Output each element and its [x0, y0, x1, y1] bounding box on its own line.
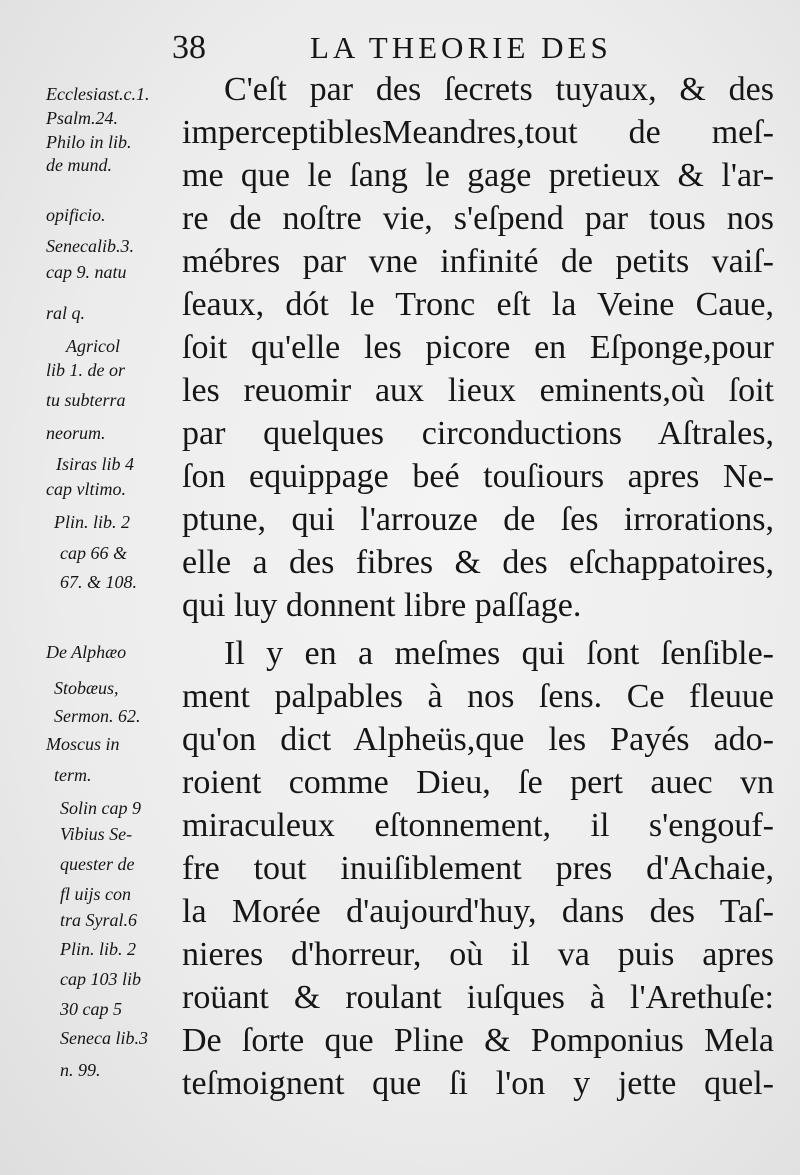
- margin-note: opificio.: [46, 205, 106, 225]
- text-line: miraculeux eſtonnement, il s'engouf-: [182, 807, 774, 844]
- text-line: C'eſt par des ſecrets tuyaux, & des: [224, 71, 774, 108]
- text-line: qui luy donnent libre paſſage.: [182, 587, 582, 624]
- margin-note: n. 99.: [60, 1060, 101, 1080]
- text-line: ptune, qui l'arrouze de ſes irrorations,: [182, 501, 774, 538]
- page-header: [0, 26, 800, 70]
- text-line: imperceptiblesMeandres,tout de meſ-: [182, 114, 774, 151]
- margin-note: Ecclesiast.c.1.: [46, 84, 150, 104]
- margin-note: Philo in lib.: [46, 132, 132, 152]
- margin-note: de mund.: [46, 155, 112, 175]
- margin-note: Seneca lib.3: [60, 1028, 148, 1048]
- margin-note: Vibius Se-: [60, 824, 133, 844]
- text-line: roient comme Dieu, ſe pert auec vn: [182, 764, 774, 801]
- margin-note: fl uijs con: [60, 884, 131, 904]
- margin-note: ral q.: [46, 303, 86, 323]
- margin-note: Solin cap 9: [60, 798, 141, 818]
- margin-note: cap 103 lib: [60, 969, 141, 989]
- text-line: elle a des fibres & des eſchappatoires,: [182, 544, 774, 581]
- text-line: mébres par vne infinité de petits vaiſ-: [182, 243, 774, 280]
- text-line: re de noſtre vie, s'eſpend par tous nos: [182, 200, 774, 237]
- margin-note: cap 66 &: [60, 543, 127, 563]
- margin-note: tra Syral.6: [60, 910, 138, 930]
- margin-note: cap 9. natu: [46, 262, 127, 282]
- margin-note: De Alphæo: [46, 642, 127, 662]
- margin-note: neorum.: [46, 423, 106, 443]
- margin-note: Agricol: [66, 336, 120, 356]
- margin-note: Psalm.24.: [46, 108, 118, 128]
- running-head: LA THEORIE DES: [310, 30, 612, 65]
- text-line: nieres d'horreur, où il va puis apres: [182, 936, 774, 973]
- margin-note: Moscus in: [46, 734, 120, 754]
- text-line: fre tout inuiſiblement pres d'Achaie,: [182, 850, 774, 887]
- text-line: ſeaux, dót le Tronc eſt la Veine Caue,: [182, 286, 774, 323]
- margin-note: Plin. lib. 2: [60, 939, 136, 959]
- page-number: 38: [172, 29, 206, 66]
- margin-note: quester de: [60, 854, 135, 874]
- margin-note: lib 1. de or: [46, 360, 125, 380]
- margin-note: cap vltimo.: [46, 479, 126, 499]
- margin-note: Senecalib.3.: [46, 236, 134, 256]
- text-line: les reuomir aux lieux eminents,où ſoit: [182, 372, 774, 409]
- text-line: roüant & roulant iuſques à l'Arethuſe:: [182, 979, 774, 1016]
- margin-note: 30 cap 5: [60, 999, 122, 1019]
- margin-note: 67. & 108.: [60, 572, 138, 592]
- text-line: ſon equippage beé touſiours apres Ne-: [182, 458, 774, 495]
- text-line: qu'on dict Alpheüs,que les Payés ado-: [182, 721, 774, 758]
- text-line: teſmoignent que ſi l'on y jette quel-: [182, 1065, 774, 1102]
- margin-note: Plin. lib. 2: [54, 512, 130, 532]
- margin-note: tu subterra: [46, 390, 126, 410]
- text-line: ment palpables à nos ſens. Ce fleuue: [182, 678, 774, 715]
- margin-note: Stobæus,: [54, 678, 119, 698]
- margin-note: Isiras lib 4: [56, 454, 135, 474]
- text-line: la Morée d'aujourd'huy, dans des Taſ-: [182, 893, 774, 930]
- margin-note: Sermon. 62.: [54, 706, 141, 726]
- text-line: De ſorte que Pline & Pomponius Mela: [182, 1022, 774, 1059]
- text-line: me que le ſang le gage pretieux & l'ar-: [182, 157, 774, 194]
- text-line: par quelques circonductions Aſtrales,: [182, 415, 774, 452]
- text-line: ſoit qu'elle les picore en Eſponge,pour: [182, 329, 774, 366]
- margin-note: term.: [54, 765, 92, 785]
- text-line: Il y en a meſmes qui ſont ſenſible-: [224, 635, 774, 672]
